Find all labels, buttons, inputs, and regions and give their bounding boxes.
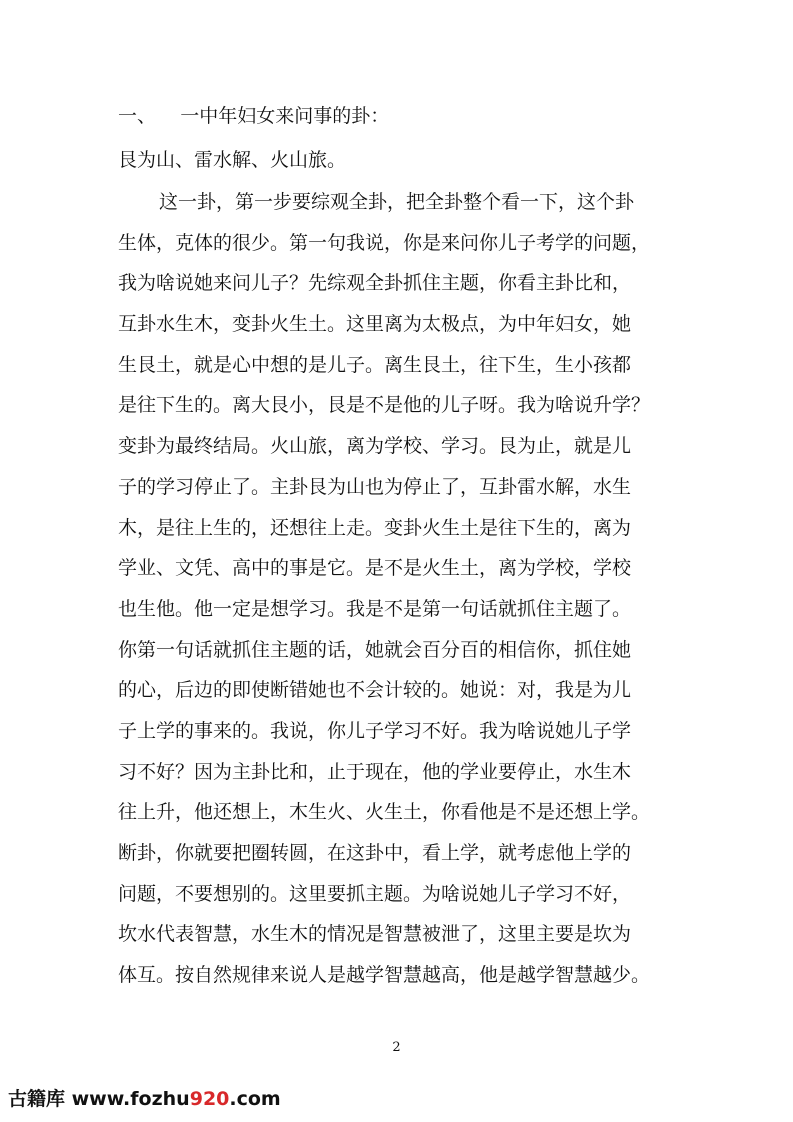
paragraph-line: 往上升，他还想上，木生火、火生土，你看他是不是还想上学。 (118, 801, 651, 824)
page-number: 2 (392, 1040, 401, 1055)
heading-number: 一、 (118, 105, 157, 127)
body-text (118, 182, 678, 996)
paragraph-line: 体互。按自然规律来说人是越学智慧越高，他是越学智慧越少。 (118, 964, 651, 987)
paragraph-line: 木，是往上生的，还想往上走。变卦火生土是往下生的，离为 (118, 516, 632, 539)
paragraph-line: 我为啥说她来问儿子？先综观全卦抓住主题，你看主卦比和， (118, 272, 632, 295)
paragraph-line: 生艮土，就是心中想的是儿子。离生艮土，往下生，生小孩都 (118, 353, 632, 376)
paragraph-line: 互卦水生木，变卦火生土。这里离为太极点，为中年妇女，她 (118, 313, 632, 336)
paragraph-line: 这一卦，第一步要综观全卦，把全卦整个看一下，这个卦 (159, 191, 635, 213)
watermark-suffix: .com (229, 1088, 281, 1110)
paragraph-line: 你第一句话就抓住主题的话，她就会百分百的相信你，抓住她 (118, 638, 632, 661)
paragraph-line: 也生他。他一定是想学习。我是不是第一句话就抓住主题了。 (118, 597, 632, 620)
paragraph-line: 子上学的事来的。我说，你儿子学习不好。我为啥说她儿子学 (118, 719, 632, 742)
paragraph-line: 子的学习停止了。主卦艮为山也为停止了，互卦雷水解，水生 (118, 475, 632, 498)
section-heading (118, 104, 389, 128)
paragraph-line: 变卦为最终结局。火山旅，离为学校、学习。艮为止，就是儿 (118, 435, 632, 458)
watermark-highlight: 920 (189, 1088, 230, 1110)
paragraph-line: 坎水代表智慧，水生木的情况是智慧被泄了，这里主要是坎为 (118, 923, 632, 946)
hexagram-names: 艮为山、雷水解、火山旅。 (118, 149, 347, 171)
paragraph-line: 习不好？因为主卦比和，止于现在，他的学业要停止，水生木 (118, 760, 632, 783)
heading-text: 一中年妇女来问事的卦： (180, 105, 390, 127)
paragraph-line: 的心，后边的即使断错她也不会计较的。她说：对，我是为儿 (118, 679, 632, 702)
paragraph-line: 问题，不要想别的。这里要抓主题。为啥说她儿子学习不好， (118, 882, 632, 905)
paragraph-line: 生体，克体的很少。第一句我说，你是来问你儿子考学的问题， (118, 231, 651, 254)
paragraph-line: 是往下生的。离大艮小，艮是不是他的儿子呀。我为啥说升学？ (118, 394, 651, 417)
watermark (8, 1086, 281, 1112)
paragraph-line: 断卦，你就要把圈转圆，在这卦中，看上学，就考虑他上学的 (118, 842, 632, 864)
paragraph-line: 学业、文凭、高中的事是它。是不是火生土，离为学校，学校 (118, 557, 632, 580)
watermark-prefix: 古籍库 www.fozhu (8, 1088, 190, 1110)
